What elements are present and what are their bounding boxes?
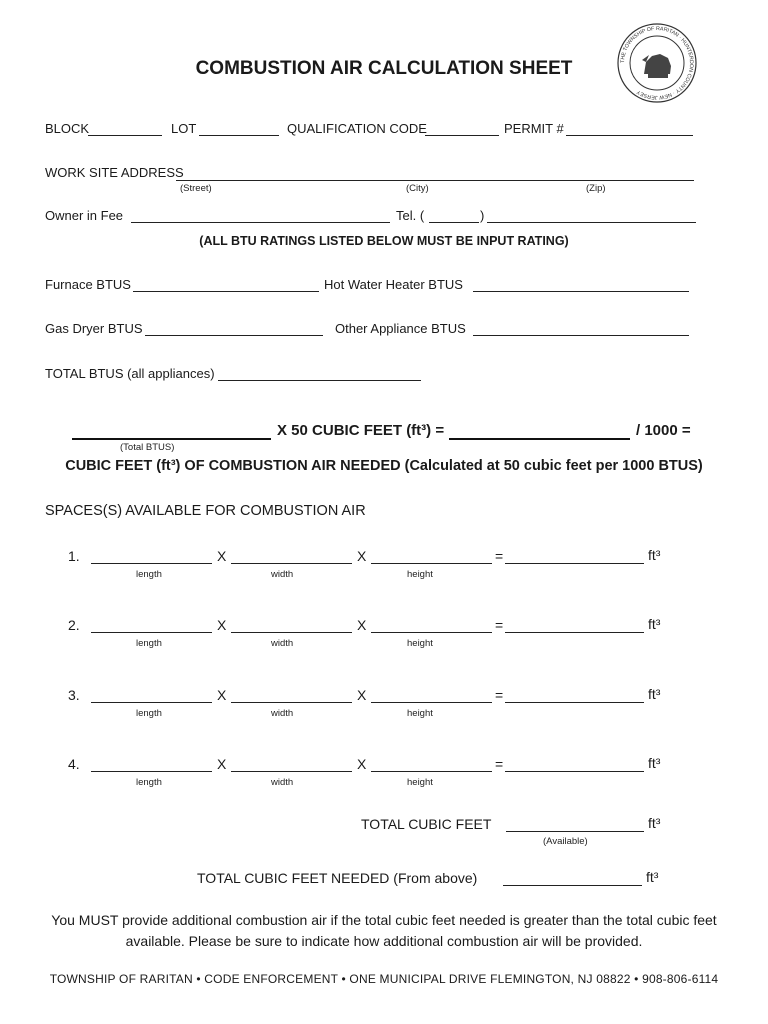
height-caption: height — [407, 777, 433, 788]
height-field[interactable] — [371, 702, 492, 703]
footer-address: TOWNSHIP OF RARITAN • CODE ENFORCEMENT • ONE MUNICIPAL DRIVE FLEMINGTON, NJ 08822 • 908-806-6114 — [49, 972, 719, 986]
times-sign: X — [357, 756, 367, 772]
multiplier-text: X 50 CUBIC FEET (ft³) = — [277, 422, 445, 439]
total-cubic-feet-needed-field[interactable] — [503, 885, 642, 886]
city-caption: (City) — [406, 183, 429, 194]
owner-in-fee-field[interactable] — [131, 222, 390, 223]
height-caption: height — [407, 569, 433, 580]
tel-label: Tel. ( — [396, 208, 425, 223]
width-field[interactable] — [231, 632, 352, 633]
cubic-feet-unit: ft³ — [648, 686, 661, 702]
times-sign: X — [217, 687, 227, 703]
width-field[interactable] — [231, 563, 352, 564]
page-title: COMBUSTION AIR CALCULATION SHEET — [195, 58, 573, 79]
times-sign: X — [217, 617, 227, 633]
gas-dryer-btus-field[interactable] — [145, 335, 323, 336]
length-field[interactable] — [91, 563, 212, 564]
length-field[interactable] — [91, 632, 212, 633]
height-caption: height — [407, 708, 433, 719]
times-sign: X — [217, 756, 227, 772]
other-appliance-btus-label: Other Appliance BTUS — [335, 321, 466, 336]
seal-text: THE TOWNSHIP OF RARITAN · HUNTERDON COUNTY · NEW JERSEY — [619, 25, 695, 101]
height-field[interactable] — [371, 563, 492, 564]
owner-in-fee-label: Owner in Fee — [45, 208, 124, 223]
total-cubic-feet-unit: ft³ — [648, 815, 661, 831]
permit-label: PERMIT # — [504, 121, 564, 136]
lot-field[interactable] — [199, 135, 279, 136]
length-field[interactable] — [91, 771, 212, 772]
cubic-feet-unit: ft³ — [648, 616, 661, 632]
water-heater-btus-field[interactable] — [473, 291, 689, 292]
height-caption: height — [407, 638, 433, 649]
total-cubic-feet-needed-label: TOTAL CUBIC FEET NEEDED (From above) — [197, 870, 478, 886]
divider-text: / 1000 = — [636, 422, 691, 439]
volume-field[interactable] — [505, 702, 644, 703]
space-row-number: 3. — [68, 687, 80, 703]
work-site-address-label: WORK SITE ADDRESS — [45, 165, 184, 180]
tel-number-field[interactable] — [487, 222, 696, 223]
width-caption: width — [271, 708, 294, 719]
total-btus-field[interactable] — [218, 380, 421, 381]
equals-sign: = — [495, 687, 504, 703]
equals-sign: = — [495, 617, 504, 633]
instruction-note: You MUST provide additional combustion air if the total cubic feet needed is greater than the total cubic feet available. Please be sure to indicate how additional combustion air will be provided. — [51, 912, 717, 949]
zip-caption: (Zip) — [586, 183, 606, 194]
length-field[interactable] — [91, 702, 212, 703]
volume-field[interactable] — [505, 771, 644, 772]
total-cubic-feet-label: TOTAL CUBIC FEET — [361, 816, 492, 832]
total-cubic-feet-needed-unit: ft³ — [646, 869, 659, 885]
block-field[interactable] — [88, 135, 162, 136]
length-caption: length — [136, 569, 162, 580]
cubic-feet-unit: ft³ — [648, 547, 661, 563]
total-btus-calc-field[interactable] — [72, 438, 271, 440]
block-label: BLOCK — [45, 121, 90, 136]
height-field[interactable] — [371, 632, 492, 633]
width-caption: width — [271, 638, 294, 649]
air-needed-statement: CUBIC FEET (ft³) OF COMBUSTION AIR NEEDED (Calculated at 50 cubic feet per 1000 BTUS) — [65, 458, 703, 474]
times-sign: X — [357, 687, 367, 703]
space-row-number: 2. — [68, 617, 80, 633]
tel-close: ) — [480, 208, 485, 223]
width-field[interactable] — [231, 771, 352, 772]
length-caption: length — [136, 638, 162, 649]
width-caption: width — [271, 777, 294, 788]
times-sign: X — [357, 548, 367, 564]
total-btus-label: TOTAL BTUS (all appliances) — [45, 366, 215, 381]
furnace-btus-label: Furnace BTUS — [45, 277, 131, 292]
volume-field[interactable] — [505, 632, 644, 633]
total-cubic-feet-field[interactable] — [506, 831, 644, 832]
product-field[interactable] — [449, 438, 630, 440]
street-caption: (Street) — [180, 183, 212, 194]
spaces-heading: SPACES(S) AVAILABLE FOR COMBUSTION AIR — [45, 503, 366, 519]
gas-dryer-btus-label: Gas Dryer BTUS — [45, 321, 143, 336]
other-appliance-btus-field[interactable] — [473, 335, 689, 336]
length-caption: length — [136, 708, 162, 719]
work-site-address-field[interactable] — [176, 180, 694, 181]
water-heater-btus-label: Hot Water Heater BTUS — [324, 277, 463, 292]
cubic-feet-unit: ft³ — [648, 755, 661, 771]
times-sign: X — [357, 617, 367, 633]
space-row-number: 1. — [68, 548, 80, 564]
total-btus-caption: (Total BTUS) — [120, 442, 175, 453]
height-field[interactable] — [371, 771, 492, 772]
equals-sign: = — [495, 548, 504, 564]
space-row-number: 4. — [68, 756, 80, 772]
furnace-btus-field[interactable] — [133, 291, 319, 292]
length-caption: length — [136, 777, 162, 788]
permit-field[interactable] — [566, 135, 693, 136]
lot-label: LOT — [171, 121, 197, 136]
qualification-code-field[interactable] — [425, 135, 499, 136]
qualification-code-label: QUALIFICATION CODE — [287, 121, 427, 136]
equals-sign: = — [495, 756, 504, 772]
width-field[interactable] — [231, 702, 352, 703]
volume-field[interactable] — [505, 563, 644, 564]
tel-area-code-field[interactable] — [429, 222, 479, 223]
btu-rating-notice: (ALL BTU RATINGS LISTED BELOW MUST BE INPUT RATING) — [199, 234, 569, 248]
width-caption: width — [271, 569, 294, 580]
times-sign: X — [217, 548, 227, 564]
available-caption: (Available) — [543, 836, 588, 847]
